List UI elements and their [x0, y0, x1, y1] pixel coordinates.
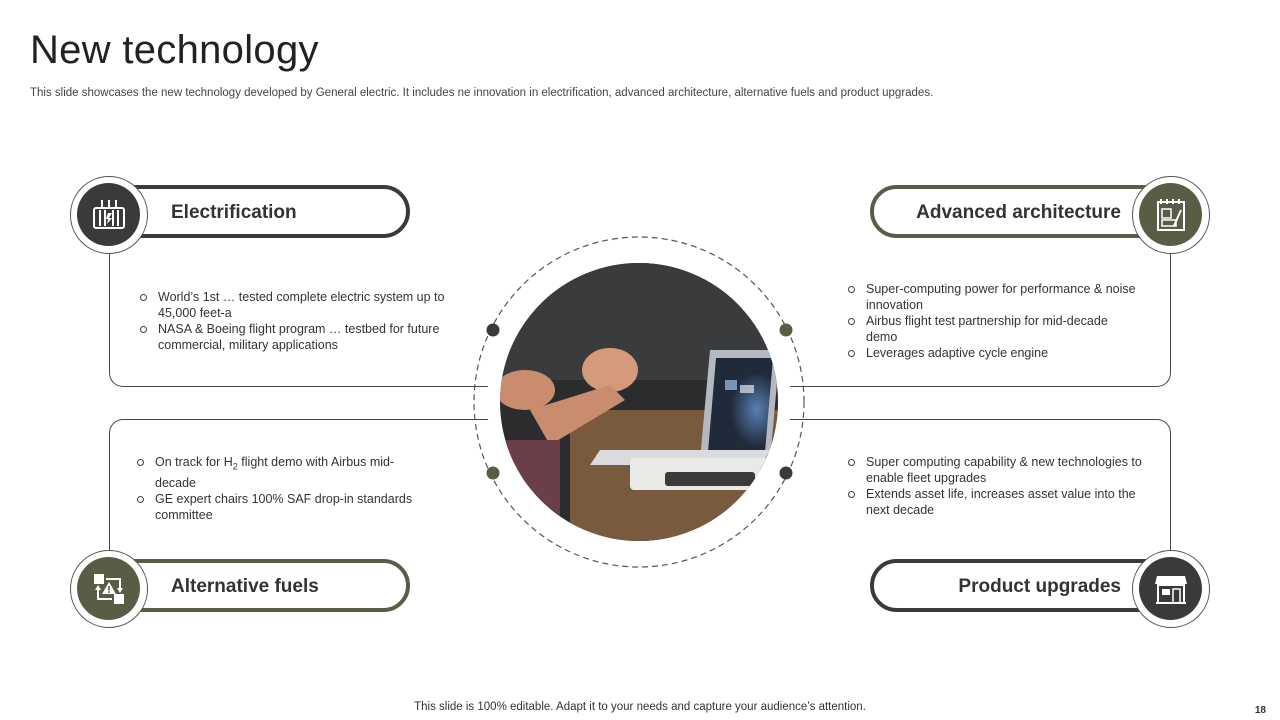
connector-dot	[780, 324, 793, 337]
advanced-architecture-icon-ring	[1132, 176, 1210, 254]
alternative-fuels-icon-ring	[70, 550, 148, 628]
blueprint-icon	[1139, 183, 1202, 246]
advanced-architecture-label: Advanced architecture	[916, 202, 1121, 223]
transformer-icon	[77, 183, 140, 246]
product-upgrades-pill	[870, 559, 1170, 612]
product-upgrades-label: Product upgrades	[958, 576, 1121, 597]
alternative-fuels-pill	[110, 559, 410, 612]
shop-icon	[1139, 557, 1202, 620]
product-upgrades-icon-ring	[1132, 550, 1210, 628]
list-item: Airbus flight test partnership for mid-decade demo	[846, 313, 1136, 345]
electrification-bullets	[138, 289, 456, 353]
electrification-icon-ring	[70, 176, 148, 254]
connector-dot	[780, 467, 793, 480]
list-item: Super-computing power for performance & noise innovation	[846, 281, 1136, 313]
product-upgrades-bullets	[846, 454, 1146, 518]
list-item: Extends asset life, increases asset value into the next decade	[846, 486, 1146, 518]
alternative-fuels-label: Alternative fuels	[171, 576, 319, 597]
list-item: Super computing capability & new technologies to enable fleet upgrades	[846, 454, 1146, 486]
alternative-fuels-bullets	[135, 454, 435, 523]
fuel-transfer-icon	[77, 557, 140, 620]
electrification-pill	[110, 185, 410, 238]
connector-dot	[487, 467, 500, 480]
advanced-architecture-pill	[870, 185, 1170, 238]
list-item: On track for $H_2$ flight demo with Airbus mid-decade	[135, 454, 435, 491]
advanced-architecture-bullets	[846, 281, 1136, 361]
electrification-label: Electrification	[171, 202, 297, 223]
list-item: World’s 1st … tested complete electric system up to 45,000 feet-a	[138, 289, 456, 321]
list-item: GE expert chairs 100% SAF drop-in standards committee	[135, 491, 435, 523]
page-title: New technology	[30, 28, 319, 72]
footer-note: This slide is 100% editable. Adapt it to your needs and capture your audience’s attention.	[414, 701, 866, 713]
center-image-graphic	[470, 220, 810, 580]
meeting-photo	[470, 220, 810, 580]
list-item: Leverages adaptive cycle engine	[846, 345, 1136, 361]
page-number: 18	[1254, 705, 1266, 716]
list-item: NASA & Boeing flight program … testbed for future commercial, military applications	[138, 321, 456, 353]
connector-dot	[487, 324, 500, 337]
page-subtitle: This slide showcases the new technology developed by General electric. It includes ne innovation in electrification, advanced architecture, alternative fuels and product upgrades.	[30, 87, 934, 99]
